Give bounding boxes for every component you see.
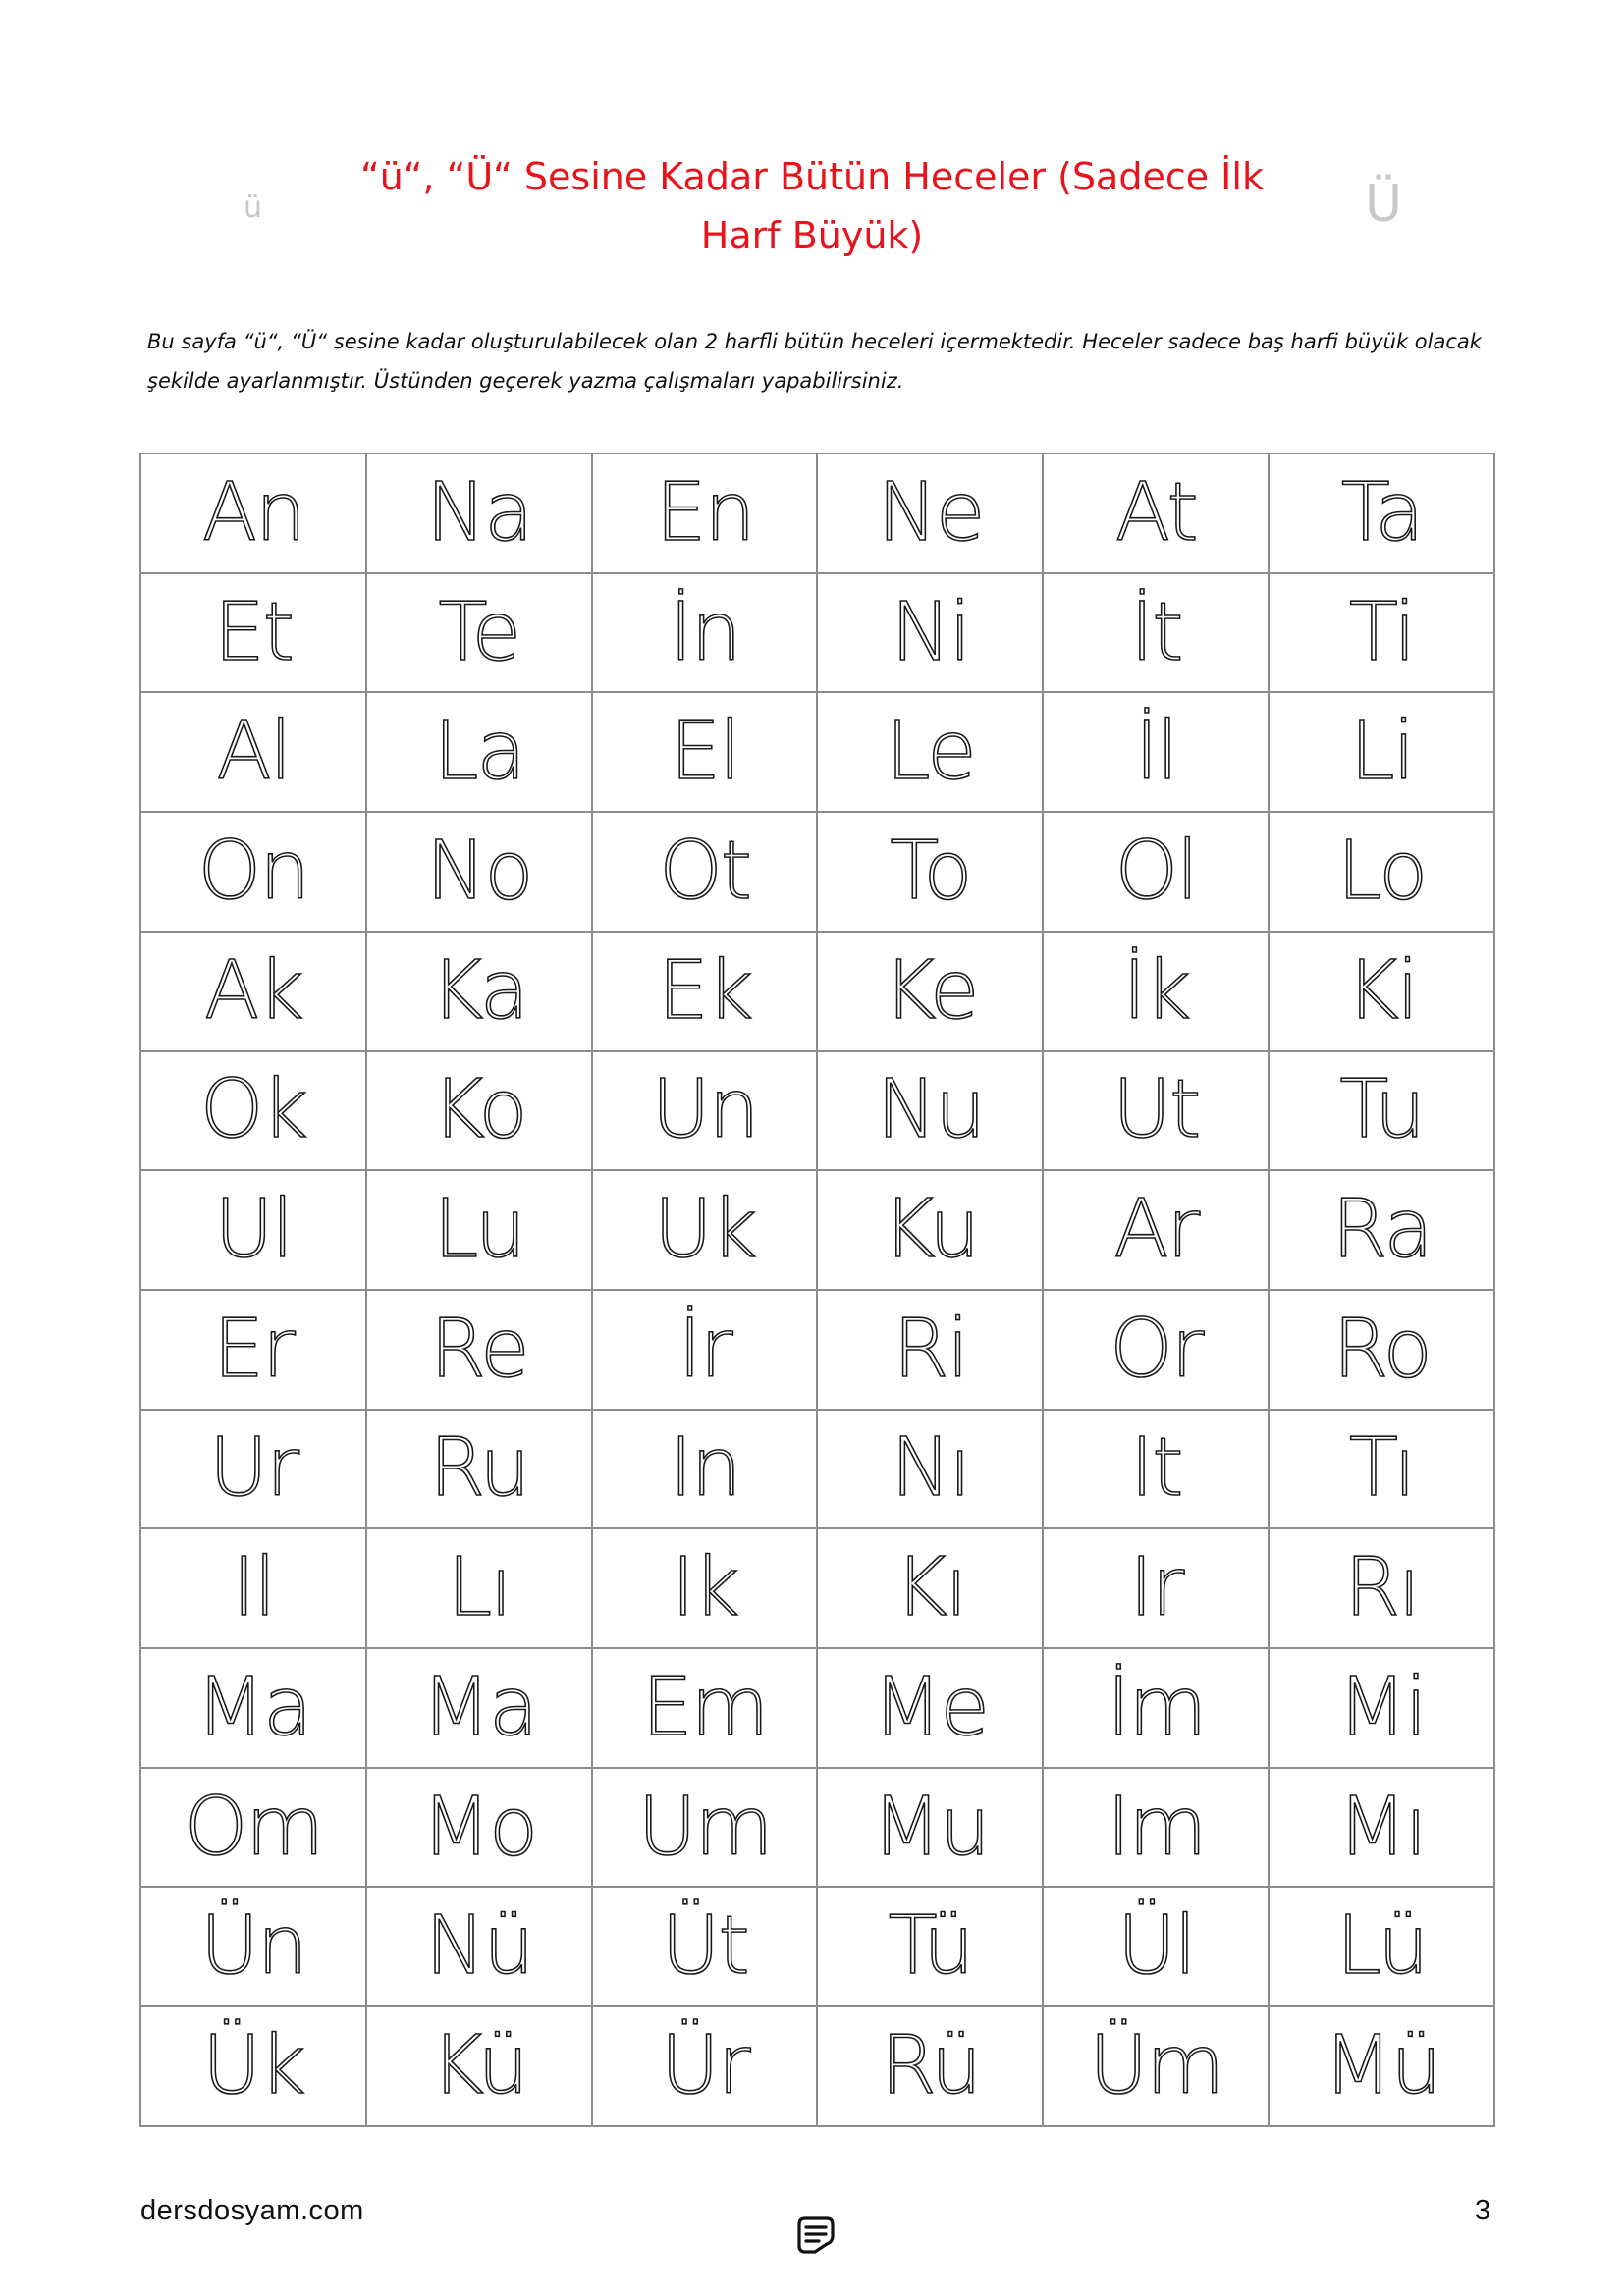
syllable: Kü: [430, 2019, 527, 2113]
syllable: No: [425, 824, 532, 918]
syllable: Lü: [1335, 1899, 1428, 1994]
syllable: Ka: [430, 943, 528, 1038]
table-row: [140, 1410, 1494, 1529]
grid-cell: [366, 454, 592, 573]
syllable: Ar: [1113, 1183, 1199, 1277]
grid-cell: [817, 1648, 1043, 1768]
syllable: Tı: [1348, 1421, 1415, 1516]
syllable: Lu: [433, 1183, 524, 1277]
grid-cell: [592, 1410, 818, 1529]
syllable: Rı: [1344, 1541, 1419, 1635]
table-row: [140, 1170, 1494, 1290]
syllable: Mü: [1323, 2019, 1440, 2113]
grid-cell: [817, 1170, 1043, 1290]
syllable: Le: [886, 705, 975, 799]
grid-cell: [817, 1051, 1043, 1171]
grid-cell: [1269, 1768, 1494, 1888]
grid-cell: [817, 454, 1043, 573]
grid-cell: [366, 1528, 592, 1648]
syllable: At: [1114, 465, 1197, 560]
syllable: Nu: [876, 1063, 985, 1157]
table-row: [140, 1290, 1494, 1410]
grid-cell: [1043, 1410, 1269, 1529]
grid-cell: [366, 1170, 592, 1290]
grid-cell: [817, 2006, 1043, 2126]
grid-cell: [1269, 454, 1494, 573]
syllable: İn: [669, 585, 740, 679]
syllable: Or: [1110, 1302, 1203, 1396]
syllable: Ük: [202, 2019, 304, 2113]
syllable: İm: [1107, 1660, 1206, 1754]
grid-cell: [592, 1290, 818, 1410]
syllable: Im: [1107, 1780, 1206, 1874]
syllable: Ma: [195, 1660, 311, 1754]
grid-cell: [366, 932, 592, 1051]
syllable: Te: [438, 585, 520, 679]
grid-cell: [592, 812, 818, 932]
syllable: Ak: [204, 943, 302, 1038]
grid-cell: [592, 573, 818, 693]
syllable: Ke: [883, 943, 978, 1038]
grid-cell: [817, 692, 1043, 812]
page-title-line-2: Harf Büyük): [700, 214, 924, 257]
syllable: El: [670, 705, 739, 799]
grid-cell: [140, 692, 366, 812]
grid-cell: [1269, 2006, 1494, 2126]
syllable: Ür: [660, 2019, 749, 2113]
document-lines-icon: [793, 2213, 839, 2258]
syllable: Om: [184, 1780, 323, 1874]
syllable: Ik: [671, 1541, 738, 1635]
syllable: Üm: [1089, 2019, 1223, 2113]
corner-letter-small-u: ü: [244, 190, 263, 225]
grid-cell: [1043, 1528, 1269, 1648]
syllable: Ti: [1348, 585, 1415, 679]
syllable: Ni: [891, 585, 970, 679]
syllable: Ko: [431, 1063, 526, 1157]
syllable: Ur: [209, 1421, 298, 1516]
grid-cell: [817, 812, 1043, 932]
syllable: Ru: [429, 1421, 529, 1516]
syllable: Ta: [1340, 465, 1423, 560]
syllable: Tü: [888, 1899, 973, 1994]
grid-cell: [140, 1170, 366, 1290]
table-row: [140, 932, 1494, 1051]
syllable: Na: [425, 465, 532, 560]
syllable: Il: [232, 1541, 275, 1635]
grid-cell: [140, 1410, 366, 1529]
grid-cell: [140, 1528, 366, 1648]
grid-cell: [140, 1768, 366, 1888]
syllable: Er: [213, 1302, 294, 1396]
syllable: In: [669, 1421, 740, 1516]
grid-cell: [1269, 1170, 1494, 1290]
grid-cell: [1043, 932, 1269, 1051]
grid-cell: [1043, 1768, 1269, 1888]
grid-cell: [140, 573, 366, 693]
grid-cell: [366, 2006, 592, 2126]
grid-cell: [1269, 1887, 1494, 2006]
grid-cell: [140, 812, 366, 932]
grid-cell: [817, 1410, 1043, 1529]
syllable: Re: [429, 1302, 528, 1396]
grid-cell: [366, 573, 592, 693]
syllable: Ri: [893, 1302, 968, 1396]
corner-letter-capital-u: Ü: [1365, 175, 1403, 234]
syllable: Uk: [653, 1183, 756, 1277]
table-row: [140, 1051, 1494, 1171]
grid-cell: [1269, 573, 1494, 693]
grid-cell: [140, 2006, 366, 2126]
syllable: Ot: [659, 824, 750, 918]
grid-cell: [592, 1648, 818, 1768]
grid-cell: [140, 932, 366, 1051]
grid-cell: [1043, 692, 1269, 812]
table-row: [140, 1887, 1494, 2006]
syllable: Ro: [1332, 1302, 1431, 1396]
syllable: Mo: [421, 1780, 537, 1874]
grid-cell: [592, 1170, 818, 1290]
syllable: İl: [1134, 705, 1177, 799]
syllable: Lı: [447, 1541, 511, 1635]
syllable: Rü: [880, 2019, 981, 2113]
syllable: Ül: [1116, 1899, 1195, 1994]
syllable: Üt: [661, 1899, 748, 1994]
syllable: İt: [1130, 585, 1182, 679]
grid-cell: [1269, 1290, 1494, 1410]
page-title-line-1: “ü“, “Ü“ Sesine Kadar Bütün Heceler (Sadece İlk: [360, 155, 1264, 198]
table-row: [140, 573, 1494, 693]
table-row: [140, 1528, 1494, 1648]
syllable: An: [201, 465, 304, 560]
grid-cell: [817, 932, 1043, 1051]
grid-cell: [592, 1051, 818, 1171]
grid-cell: [1269, 692, 1494, 812]
grid-cell: [1269, 1528, 1494, 1648]
grid-cell: [1043, 812, 1269, 932]
syllable: Ut: [1112, 1063, 1200, 1157]
page-title: [324, 147, 1300, 265]
grid-cell: [1269, 812, 1494, 932]
syllable: Al: [216, 705, 291, 799]
grid-cell: [592, 692, 818, 812]
syllable: Em: [641, 1660, 768, 1754]
syllable: Ok: [199, 1063, 306, 1157]
grid-cell: [1269, 932, 1494, 1051]
table-row: [140, 1648, 1494, 1768]
grid-cell: [1043, 1887, 1269, 2006]
grid-cell: [140, 1290, 366, 1410]
table-row: [140, 692, 1494, 812]
syllable: İk: [1122, 943, 1190, 1038]
grid-cell: [592, 1768, 818, 1888]
grid-cell: [140, 1051, 366, 1171]
syllable: Mu: [872, 1780, 989, 1874]
grid-cell: [366, 1887, 592, 2006]
syllable: Nü: [425, 1899, 533, 1994]
syllable: Ma: [421, 1660, 537, 1754]
page-number: 3: [1475, 2195, 1491, 2226]
grid-cell: [1043, 1648, 1269, 1768]
syllable: Mı: [1337, 1780, 1426, 1874]
grid-cell: [817, 1528, 1043, 1648]
syllable: To: [890, 824, 971, 918]
syllable: Mi: [1337, 1660, 1426, 1754]
grid-cell: [592, 454, 818, 573]
grid-cell: [1043, 1051, 1269, 1171]
syllable: Um: [637, 1780, 772, 1874]
syllable: Ol: [1114, 824, 1197, 918]
syllable: İr: [677, 1302, 731, 1396]
grid-cell: [1269, 1051, 1494, 1171]
syllable: Ra: [1331, 1183, 1432, 1277]
syllable: Lo: [1336, 824, 1427, 918]
grid-cell: [1269, 1410, 1494, 1529]
grid-cell: [140, 1648, 366, 1768]
syllable: On: [197, 824, 309, 918]
intro-paragraph: Bu sayfa “ü“, “Ü“ sesine kadar oluşturulabilecek olan 2 harfli bütün heceleri içermektedir. Heceler sadece baş harfi büyük olacak şekilde ayarlanmıştır. Üstünden geçerek yazma çalışmaları yapabilirsiniz.: [147, 330, 1482, 393]
grid-cell: [592, 932, 818, 1051]
grid-cell: [1043, 573, 1269, 693]
syllable: Tu: [1339, 1063, 1424, 1157]
syllable: Ku: [882, 1183, 979, 1277]
syllable: Nı: [891, 1421, 970, 1516]
grid-cell: [1043, 454, 1269, 573]
grid-cell: [1043, 2006, 1269, 2126]
grid-cell: [366, 1051, 592, 1171]
syllable: La: [433, 705, 524, 799]
table-row: [140, 2006, 1494, 2126]
syllable: Ul: [214, 1183, 293, 1277]
grid-cell: [817, 573, 1043, 693]
grid-cell: [817, 1887, 1043, 2006]
syllable: En: [655, 465, 754, 560]
table-row: [140, 812, 1494, 932]
grid-cell: [366, 1410, 592, 1529]
grid-cell: [1043, 1170, 1269, 1290]
syllable: Ün: [199, 1899, 306, 1994]
grid-cell: [817, 1768, 1043, 1888]
grid-cell: [366, 1648, 592, 1768]
grid-cell: [592, 1887, 818, 2006]
grid-cell: [140, 454, 366, 573]
grid-cell: [592, 2006, 818, 2126]
grid-cell: [592, 1528, 818, 1648]
grid-cell: [366, 1290, 592, 1410]
table-row: [140, 1768, 1494, 1888]
grid-cell: [1043, 1290, 1269, 1410]
syllable: Kı: [894, 1541, 966, 1635]
syllable: It: [1130, 1421, 1182, 1516]
syllable: Ek: [657, 943, 752, 1038]
syllable: Me: [872, 1660, 988, 1754]
syllable: Et: [213, 585, 293, 679]
grid-cell: [817, 1290, 1043, 1410]
syllable: Ki: [1345, 943, 1418, 1038]
footer-site: dersdosyam.com: [140, 2195, 364, 2226]
syllable: Un: [651, 1063, 758, 1157]
syllable-grid: [139, 453, 1495, 2127]
syllable: Li: [1349, 705, 1414, 799]
table-row: [140, 454, 1494, 573]
grid-cell: [1269, 1648, 1494, 1768]
grid-cell: [140, 1887, 366, 2006]
syllable: Ne: [877, 465, 984, 560]
grid-cell: [366, 1768, 592, 1888]
syllable: Ir: [1129, 1541, 1183, 1635]
grid-cell: [366, 812, 592, 932]
grid-cell: [366, 692, 592, 812]
